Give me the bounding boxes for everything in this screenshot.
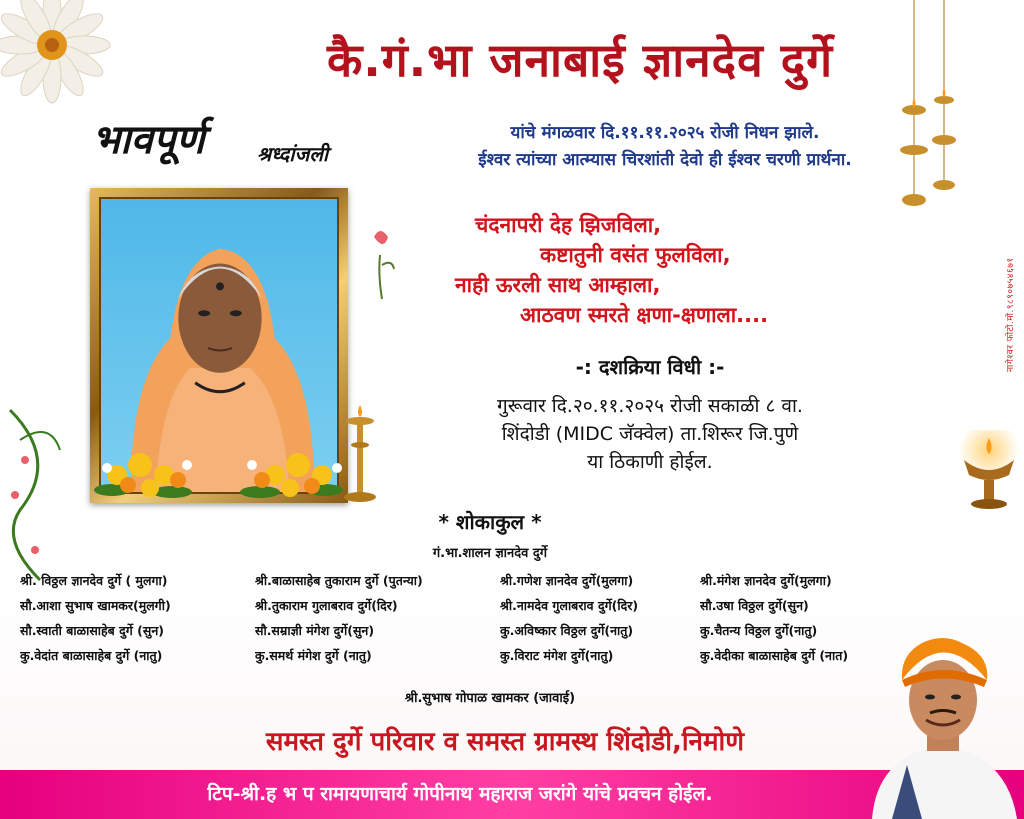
tribute-word-1: भावपूर्ण	[92, 116, 205, 163]
mourner-item: श्री.तुकाराम गुलाबराव दुर्गे(दिर)	[255, 598, 398, 613]
mourner-item: श्री.गणेश ज्ञानदेव दुर्गे(मुलगा)	[500, 573, 634, 588]
mourner-item: श्री.बाळासाहेब तुकाराम दुर्गे (पुतन्या)	[255, 573, 423, 588]
mourner-item: कु.विराट मंगेश दुर्गे(नातु)	[500, 648, 614, 663]
announcement-line: ईश्वर त्यांच्या आत्म्यास चिरशांती देवो ही ईश्वर चरणी प्रार्थना.	[478, 150, 852, 170]
mourner-item: कु.समर्थ मंगेश दुर्गे (नातु)	[255, 648, 372, 663]
mourner-item: कु.चैतन्य विठ्ठल दुर्गे(नातु)	[700, 623, 818, 638]
family-signature: समस्त दुर्गे परिवार व समस्त ग्रामस्थ शिंदोडी,निमोणे	[265, 727, 745, 757]
floral-swirl-decoration	[0, 400, 80, 590]
bottom-note-text: टिप-श्री.ह भ प रामायणाचार्य गोपीनाथ महाराज जरांगे यांचे प्रवचन होईल.	[207, 783, 713, 805]
tribute-word-2: श्रध्दांजली	[257, 142, 329, 166]
mourner-item: कु.अविष्कार विठ्ठल दुर्गे(नातु)	[500, 623, 634, 638]
marigold-garland-left	[92, 430, 202, 510]
deceased-name-title: कै.गं.भा जनाबाई ज्ञानदेव दुर्गे	[326, 33, 834, 87]
poem-line: कष्टातुनी वसंत फुलविला,	[540, 243, 731, 267]
brass-lamp-decoration	[340, 405, 380, 505]
rose-decoration	[368, 225, 398, 300]
shokakul-heading: * शोकाकुल *	[438, 510, 542, 534]
photographer-credit: नागेश्वर फोटो.मो.९८९०७५४६७१	[1006, 257, 1016, 372]
mourner-item: सौ.उषा विठ्ठल दुर्गे(सुन)	[700, 598, 809, 613]
tribute-heading	[92, 110, 357, 190]
mourner-item: सौ.आशा सुभाष खामकर(मुलगी)	[20, 598, 171, 613]
poem-line: नाही ऊरली साथ आम्हाला,	[455, 273, 661, 297]
death-announcement	[375, 120, 955, 174]
man-with-turban-photo	[862, 625, 1024, 819]
dashkriya-heading: -: दशक्रिया विधी :-	[575, 355, 725, 379]
ceremony-line: गुरूवार दि.२०.११.२०२५ रोजी सकाळी ८ वा.	[497, 395, 803, 417]
son-in-law-name: श्री.सुभाष गोपाळ खामकर (जावाई)	[404, 691, 576, 706]
mourner-item: कु.वेदीका बाळासाहेब दुर्गे (नात)	[700, 648, 849, 663]
mourners-list	[20, 572, 900, 664]
announcement-line: यांचे मंगळवार दि.११.११.२०२५ रोजी निधन झाले.	[510, 123, 820, 143]
ceremony-details	[380, 392, 920, 476]
marigold-garland-right	[240, 430, 350, 510]
daisy-flower-decoration	[0, 0, 120, 110]
poem-line: चंदनापरी देह झिजविला,	[475, 213, 662, 237]
mourner-head-name: गं.भा.शालन ज्ञानदेव दुर्गे	[432, 546, 548, 561]
mourner-item: श्री.मंगेश ज्ञानदेव दुर्गे(मुलगा)	[700, 573, 832, 588]
tribute-poem	[440, 210, 960, 330]
mourner-item: श्री. विठ्ठल ज्ञानदेव दुर्गे ( मुलगा)	[20, 573, 168, 588]
ceremony-line: या ठिकाणी होईल.	[587, 451, 713, 473]
mourner-item: सौ.स्वाती बाळासाहेब दुर्गे (सुन)	[20, 623, 164, 638]
mourner-item: कु.वेदांत बाळासाहेब दुर्गे (नातु)	[20, 648, 163, 663]
oil-lamp-decoration	[954, 430, 1024, 510]
poem-line: आठवण स्मरते क्षणा-क्षणाला....	[520, 303, 769, 327]
mourner-item: श्री.नामदेव गुलाबराव दुर्गे(दिर)	[500, 598, 639, 613]
mourner-item: सौ.सम्राज्ञी मंगेश दुर्गे(सुन)	[255, 623, 375, 638]
ceremony-line: शिंदोडी (MIDC जॅक्वेल) ता.शिरूर जि.पुणे	[501, 423, 799, 445]
